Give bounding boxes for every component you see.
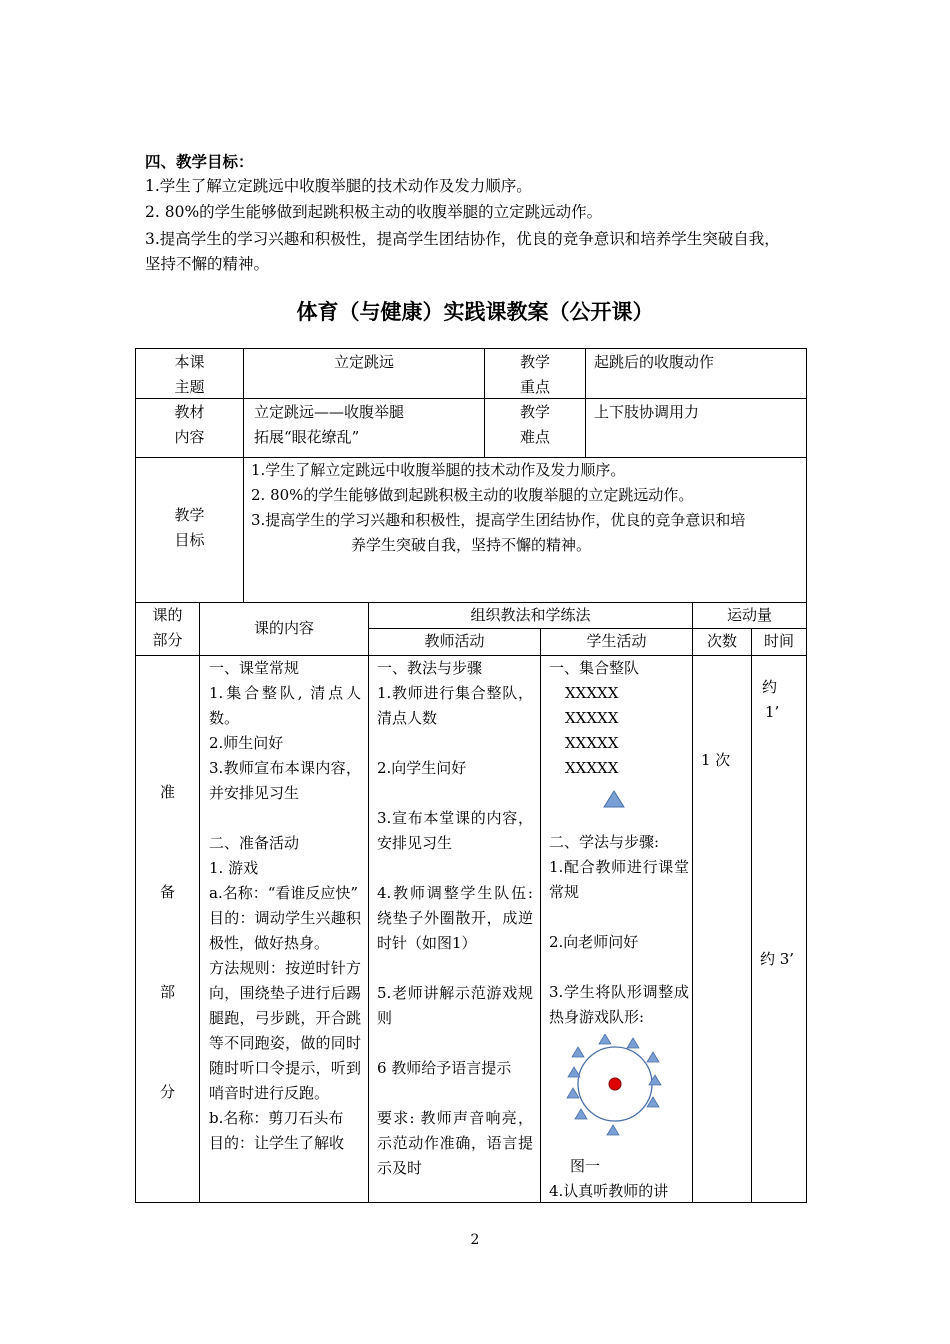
content-column: 一、课堂常规 1.集合整队, 清点人数。 2.师生问好 3.教师宣布本课内容，并安排见习生 二、准备活动 1. 游戏 a.名称：“看谁反应快” 目的：调动学生兴趣积极性，做好热身。 方法规则：按逆时针方向，围绕垫子进行后踢腿跑，弓步跳，开合跳等不同跑姿，做的同时随时听口令提示，听到哨音时进行反跑。 b.名称：剪刀石头布 目的：让学生了解收	[209, 659, 361, 1152]
teacher-column: 一、教法与步骤 1.教师进行集合整队，清点人数 2.向学生问好 3.宣布本堂课的内容，安排见习生 4.教师调整学生队伍: 绕垫子外圈散开，成逆时针（如图1） 5.老师讲解示范游戏规则 6 教师给予语言提示 要求: 教师声音响亮，示范动作准确，语言提示及时	[377, 659, 533, 1177]
student-formation: 一、集合整队 XXXXX XXXXX XXXXX XXXXX	[549, 659, 640, 777]
objective-line-1: 1.学生了解立定跳远中收腹举腿的技术动作及发力顺序。	[145, 177, 532, 195]
key-point-value: 起跳后的收腹动作	[594, 353, 715, 371]
objectives-heading: 四、教学目标：	[145, 153, 254, 171]
content-value: 立定跳远——收腹举腿 拓展“眼花缭乱”	[254, 403, 405, 446]
center-mat-dot	[609, 1078, 621, 1090]
header-teacher: 教师活动	[424, 632, 485, 650]
lesson-plan-title: 体育（与健康）实践课教案（公开课）	[296, 300, 654, 324]
figure-caption: 图一	[570, 1157, 601, 1175]
key-point-label: 教学 重点	[519, 353, 550, 396]
header-part: 课的 部分	[152, 606, 183, 649]
teacher-triangle-icon	[603, 790, 625, 808]
times-value: 1 次	[701, 751, 731, 769]
duration-1: 约 1’	[762, 678, 780, 721]
header-method: 组织教法和学练法	[470, 606, 591, 624]
header-student: 学生活动	[586, 632, 647, 650]
objective-line-4: 坚持不懈的精神。	[145, 255, 270, 273]
goals-label: 教学 目标	[174, 506, 205, 549]
duration-2: 约 3’	[760, 950, 795, 968]
difficulty-label: 教学 难点	[519, 403, 550, 446]
difficulty-value: 上下肢协调用力	[594, 403, 700, 421]
header-duration: 时间	[763, 632, 794, 650]
page-number: 2	[470, 1232, 480, 1248]
student-column: 二、学法与步骤: 1.配合教师进行课堂常规 2.向老师问好 3.学生将队形调整成热身游戏队形:	[549, 833, 689, 1026]
section-char-4: 分	[159, 1083, 175, 1101]
header-times: 次数	[706, 632, 737, 650]
section-char-2: 备	[159, 883, 175, 901]
goals-value: 1.学生了解立定跳远中收腹举腿的技术动作及发力顺序。 2. 80%的学生能够做到起跳积极主动的收腹举腿的立定跳远动作。 3.提高学生的学习兴趣和积极性，提高学生团结协作，优良的竞争意识和培 养学生突破自我，坚持不懈的精神。	[251, 461, 746, 554]
topic-label: 本课 主题	[174, 353, 205, 396]
header-content: 课的内容	[253, 619, 314, 637]
content-label: 教材 内容	[174, 403, 205, 446]
objective-line-2: 2. 80%的学生能够做到起跳积极主动的收腹举腿的立定跳远动作。	[145, 203, 603, 221]
topic-value: 立定跳远	[333, 353, 394, 371]
section-char-3: 部	[159, 983, 175, 1001]
objective-line-3: 3.提高学生的学习兴趣和积极性，提高学生团结协作，优良的竞争意识和培养学生突破自我，	[145, 230, 780, 248]
warmup-formation-diagram	[563, 1034, 667, 1138]
section-char-1: 准	[159, 783, 175, 801]
student-step-4: 4.认真听教师的讲	[549, 1182, 669, 1200]
header-load: 运动量	[726, 606, 772, 624]
